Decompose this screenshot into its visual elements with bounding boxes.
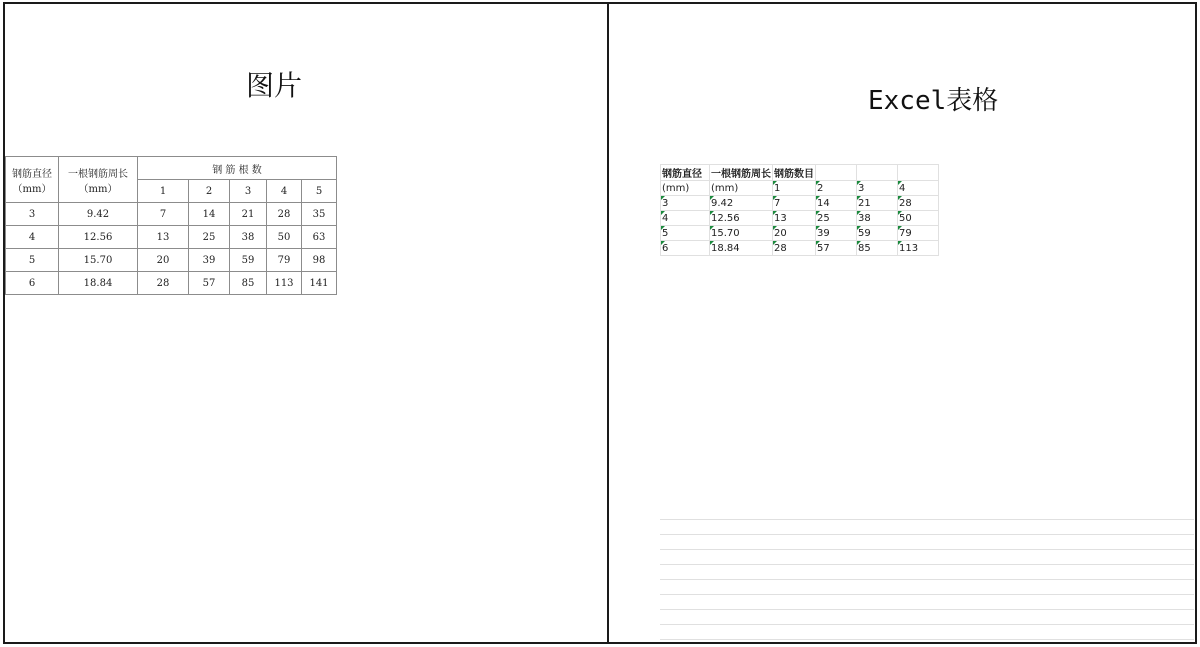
table-cell: 63 bbox=[302, 226, 337, 249]
excel-cell[interactable]: 25 bbox=[816, 211, 857, 226]
table-cell: 12.56 bbox=[59, 226, 138, 249]
table-cell: 25 bbox=[189, 226, 230, 249]
table-cell: 14 bbox=[189, 203, 230, 226]
table-cell: 38 bbox=[230, 226, 267, 249]
excel-cell[interactable]: 3 bbox=[857, 181, 898, 196]
table-cell: 141 bbox=[302, 272, 337, 295]
excel-cell[interactable]: 28 bbox=[773, 241, 816, 256]
table-cell: 13 bbox=[138, 226, 189, 249]
count-col-header: 2 bbox=[189, 180, 230, 203]
excel-cell[interactable] bbox=[857, 165, 898, 181]
excel-empty-row[interactable] bbox=[660, 580, 1194, 595]
table-cell: 4 bbox=[6, 226, 59, 249]
excel-cell[interactable]: 钢筋数目 bbox=[773, 165, 816, 181]
table-cell: 28 bbox=[138, 272, 189, 295]
excel-cell[interactable]: 20 bbox=[773, 226, 816, 241]
header-count: 钢 筋 根 数 bbox=[138, 157, 337, 180]
excel-cell[interactable]: 9.42 bbox=[710, 196, 773, 211]
count-col-header: 3 bbox=[230, 180, 267, 203]
table-row bbox=[6, 272, 337, 295]
count-col-header: 5 bbox=[302, 180, 337, 203]
excel-cell[interactable]: 3 bbox=[661, 196, 710, 211]
excel-cell[interactable]: 12.56 bbox=[710, 211, 773, 226]
excel-cell[interactable]: 一根钢筋周长 bbox=[710, 165, 773, 181]
image-rebar-table bbox=[5, 156, 337, 295]
excel-empty-rows bbox=[660, 505, 1194, 640]
excel-cell[interactable]: 50 bbox=[898, 211, 939, 226]
excel-header-row bbox=[661, 181, 939, 196]
excel-cell[interactable] bbox=[898, 165, 939, 181]
excel-cell[interactable]: 7 bbox=[773, 196, 816, 211]
left-panel-title: 图片 bbox=[246, 69, 303, 102]
excel-cell[interactable]: 13 bbox=[773, 211, 816, 226]
excel-cell[interactable]: 79 bbox=[898, 226, 939, 241]
excel-cell[interactable]: (mm) bbox=[710, 181, 773, 196]
table-cell: 59 bbox=[230, 249, 267, 272]
excel-cell[interactable]: 4 bbox=[661, 211, 710, 226]
table-cell: 50 bbox=[267, 226, 302, 249]
excel-header-row bbox=[661, 165, 939, 181]
table-cell: 15.70 bbox=[59, 249, 138, 272]
excel-cell[interactable]: 38 bbox=[857, 211, 898, 226]
table-cell: 39 bbox=[189, 249, 230, 272]
count-col-header: 4 bbox=[267, 180, 302, 203]
table-cell: 6 bbox=[6, 272, 59, 295]
excel-row bbox=[661, 196, 939, 211]
excel-cell[interactable]: 39 bbox=[816, 226, 857, 241]
excel-row bbox=[661, 241, 939, 256]
excel-cell[interactable]: 28 bbox=[898, 196, 939, 211]
table-cell: 57 bbox=[189, 272, 230, 295]
table-cell: 7 bbox=[138, 203, 189, 226]
excel-cell[interactable]: 5 bbox=[661, 226, 710, 241]
table-cell: 9.42 bbox=[59, 203, 138, 226]
right-panel-title: Excel表格 bbox=[868, 86, 999, 116]
table-cell: 79 bbox=[267, 249, 302, 272]
excel-cell[interactable]: (mm) bbox=[661, 181, 710, 196]
excel-row bbox=[661, 211, 939, 226]
table-cell: 18.84 bbox=[59, 272, 138, 295]
header-diameter: 钢筋直径 （mm） bbox=[6, 157, 59, 203]
table-cell: 113 bbox=[267, 272, 302, 295]
excel-empty-row[interactable] bbox=[660, 565, 1194, 580]
table-row bbox=[6, 203, 337, 226]
excel-empty-row[interactable] bbox=[660, 535, 1194, 550]
excel-cell[interactable]: 59 bbox=[857, 226, 898, 241]
table-cell: 5 bbox=[6, 249, 59, 272]
excel-cell[interactable] bbox=[816, 165, 857, 181]
table-cell: 35 bbox=[302, 203, 337, 226]
excel-empty-row[interactable] bbox=[660, 625, 1194, 640]
table-cell: 85 bbox=[230, 272, 267, 295]
table-cell: 3 bbox=[6, 203, 59, 226]
table-cell: 20 bbox=[138, 249, 189, 272]
excel-empty-row[interactable] bbox=[660, 505, 1194, 520]
table-row bbox=[6, 226, 337, 249]
excel-cell[interactable]: 21 bbox=[857, 196, 898, 211]
count-col-header: 1 bbox=[138, 180, 189, 203]
panel-divider bbox=[607, 2, 609, 644]
table-row bbox=[6, 249, 337, 272]
table-cell: 28 bbox=[267, 203, 302, 226]
excel-rebar-table bbox=[660, 164, 939, 256]
excel-row bbox=[661, 226, 939, 241]
excel-cell[interactable]: 1 bbox=[773, 181, 816, 196]
excel-empty-row[interactable] bbox=[660, 520, 1194, 535]
header-perimeter: 一根钢筋周长 （mm） bbox=[59, 157, 138, 203]
excel-cell[interactable]: 钢筋直径 bbox=[661, 165, 710, 181]
table-cell: 98 bbox=[302, 249, 337, 272]
excel-cell[interactable]: 57 bbox=[816, 241, 857, 256]
excel-cell[interactable]: 113 bbox=[898, 241, 939, 256]
excel-cell[interactable]: 4 bbox=[898, 181, 939, 196]
excel-cell[interactable]: 2 bbox=[816, 181, 857, 196]
excel-cell[interactable]: 6 bbox=[661, 241, 710, 256]
excel-empty-row[interactable] bbox=[660, 550, 1194, 565]
excel-cell[interactable]: 15.70 bbox=[710, 226, 773, 241]
excel-cell[interactable]: 85 bbox=[857, 241, 898, 256]
excel-cell[interactable]: 14 bbox=[816, 196, 857, 211]
excel-cell[interactable]: 18.84 bbox=[710, 241, 773, 256]
excel-empty-row[interactable] bbox=[660, 610, 1194, 625]
table-cell: 21 bbox=[230, 203, 267, 226]
excel-empty-row[interactable] bbox=[660, 595, 1194, 610]
